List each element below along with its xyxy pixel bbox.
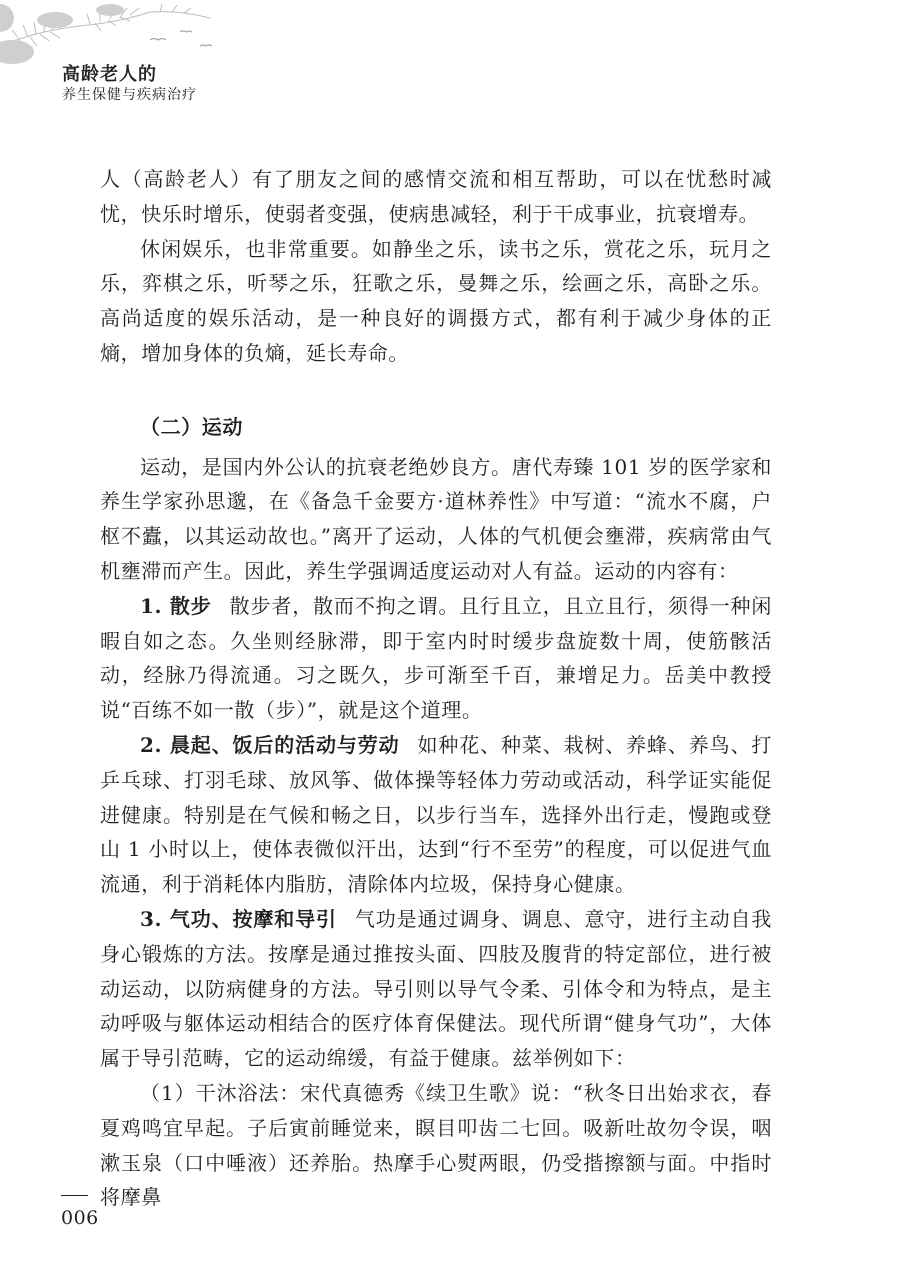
list-item-text: 散步者，散而不拘之谓。且行且立，且立且行，须得一种闲暇自如之态。久坐则经脉滞，即于室内时时缓步盘旋数十周，使筋骸活动，经脉乃得流通。习之既久，步可渐至千百，兼增足力。岳美中教授说“百练不如一散（步）”，就是这个道理。 (100, 593, 772, 723)
list-item-text: 气功是通过调身、调息、意守，进行主动自我身心锻炼的方法。按摩是通过推按头面、四肢及腹背的特定部位，进行被动运动，以防病健身的方法。导引则以导气令柔、引体令和为特点，是主动呼吸与躯体运动相结合的医疗体育保健法。现代所谓“健身气功”，大体属于导引范畴，它的运动绵缓，有益于健康。兹举例如下： (100, 906, 772, 1071)
header-book-title: 高龄老人的 (62, 64, 157, 85)
paragraph: 人（高龄老人）有了朋友之间的感情交流和相互帮助，可以在忧愁时减忧，快乐时增乐，使弱者变强，使病患减轻，利于干成事业，抗衰增寿。 (100, 167, 772, 226)
sub-list-item: （1）干沐浴法：宋代真德秀《续卫生歌》说：“秋冬日出始求衣，春夏鸡鸣宜早起。子后寅前睡觉来，瞑目叩齿二七回。吸新吐故勿令误，咽漱玉泉（口中唾液）还养胎。热摩手心熨两眼，仍受揩擦额与面。中指时将摩鼻 (100, 1080, 772, 1210)
list-item-lead: 3. 气功、按摩和导引 (140, 906, 337, 931)
list-item (100, 589, 772, 728)
page-body (100, 162, 772, 1215)
list-item-text: 如种花、种菜、栽树、养蜂、养鸟、打乒乓球、打羽毛球、放风筝、做体操等轻体力劳动或活动，科学证实能促进健康。特别是在气候和畅之日，以步行当车，选择外出行走，慢跑或登山 1 小时以上，使体表微似汗出，达到“行不至劳”的程度，可以促进气血流通，利于消耗体内脂肪，清除体内垃圾，保持身心健康。 (100, 732, 772, 897)
paragraph: 运动，是国内外公认的抗衰老绝妙良方。唐代寿臻 101 岁的医学家和养生学家孙思邈，在《备急千金要方·道林养性》中写道：“流水不腐，户枢不蠹，以其运动故也。”离开了运动，人体的气机便会壅滞，疾病常由气机壅滞而产生。因此，养生学强调适度运动对人有益。运动的内容有： (100, 454, 772, 583)
paragraph: 休闲娱乐，也非常重要。如静坐之乐，读书之乐，赏花之乐，玩月之乐，弈棋之乐，听琴之乐，狂歌之乐，曼舞之乐，绘画之乐，高卧之乐。高尚适度的娱乐活动，是一种良好的调摄方式，都有利于减少身体的正熵，增加身体的负熵，延长寿命。 (100, 236, 772, 365)
list-item (100, 728, 772, 902)
list-item-lead: 2. 晨起、饭后的活动与劳动 (140, 732, 400, 757)
section-heading: （二）运动 (140, 414, 243, 439)
footer-rule (61, 1195, 88, 1196)
header-book-subtitle: 养生保健与疾病治疗 (62, 87, 197, 103)
page-number: 006 (61, 1207, 99, 1229)
list-item (100, 902, 772, 1076)
list-item-lead: 1. 散步 (140, 593, 212, 618)
